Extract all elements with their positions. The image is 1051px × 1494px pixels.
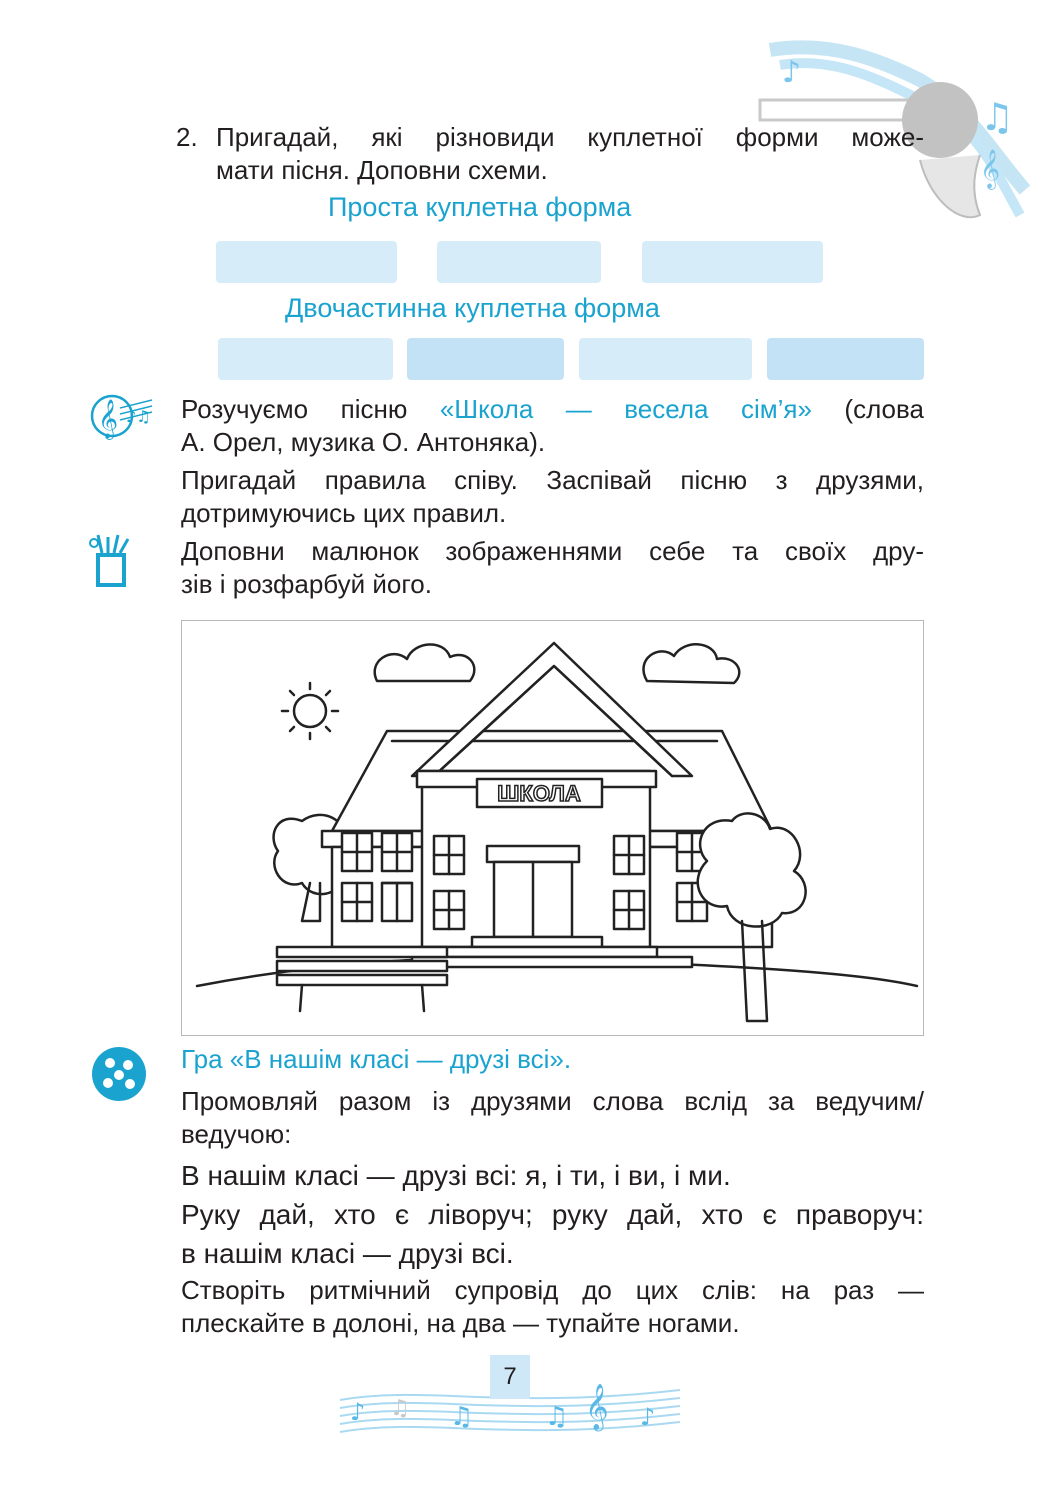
school-illustration[interactable] [181, 620, 924, 1036]
song-credits-start: (слова [811, 394, 924, 424]
rhythm-line: Створіть ритмічний супровід до цих слів: на раз — [181, 1275, 924, 1305]
task-line: Пригадай, які різновиди куплетної форми може- [216, 122, 924, 152]
svg-text:♫: ♫ [980, 95, 1015, 139]
svg-text:♫: ♫ [390, 1396, 410, 1421]
two-part-form-title: Двочастинна куплетна форма [285, 293, 660, 323]
svg-text:♪: ♪ [640, 1403, 656, 1431]
song-title: «Школа — весела сім’я» [439, 394, 812, 424]
svg-text:𝄞: 𝄞 [980, 149, 1001, 189]
rhythm-paragraph [181, 1274, 924, 1340]
drawing-line: зів і розфарбуй його. [181, 569, 432, 599]
art-supplies-icon [88, 533, 134, 589]
two-part-scheme-box[interactable] [767, 338, 924, 380]
two-part-scheme-box[interactable] [218, 338, 393, 380]
svg-text:𝄞: 𝄞 [585, 1384, 609, 1430]
task-text [216, 121, 924, 187]
simple-form-title: Проста куплетна форма [328, 192, 632, 222]
two-part-scheme-box[interactable] [579, 338, 752, 380]
instruction-line: Промовляй разом із друзями слова вслід за ведучим/ [181, 1086, 924, 1116]
school-sign: ШКОЛА [497, 781, 581, 806]
rules-line: Пригадай правила співу. Заспівай пісню з друзями, [181, 465, 924, 495]
game-title: Гра «В нашім класі — друзі всі». [181, 1044, 572, 1074]
game-instruction [181, 1085, 924, 1151]
svg-text:♫: ♫ [545, 1402, 569, 1432]
task-line: мати пісня. Доповни схеми. [216, 155, 548, 185]
svg-text:♫: ♫ [450, 1402, 474, 1432]
game-verse [181, 1156, 924, 1273]
game-flower-icon [90, 1045, 148, 1103]
song-intro: Розучуємо пісню [181, 394, 440, 424]
svg-text:𝄞: 𝄞 [98, 399, 119, 439]
svg-text:♪: ♪ [782, 55, 802, 90]
two-part-scheme-box[interactable] [407, 338, 564, 380]
verse-line: Руку дай, хто є ліворуч; руку дай, хто є праворуч: [181, 1199, 924, 1230]
instruction-line: ведучою: [181, 1119, 292, 1149]
music-note-icon [90, 390, 154, 440]
song-credits: А. Орел, музика О. Антоняка). [181, 427, 546, 457]
simple-scheme-box[interactable] [216, 241, 397, 283]
simple-scheme-box[interactable] [437, 241, 601, 283]
school-drawing [182, 621, 922, 1034]
svg-text:♪♫: ♪♫ [126, 407, 151, 426]
verse-line: В нашім класі — друзі всі: я, і ти, і ви, і ми. [181, 1160, 731, 1191]
rhythm-line: плескайте в долоні, на два — тупайте ногами. [181, 1308, 740, 1338]
task-number: 2. [176, 122, 198, 152]
verse-line: в нашім класі — друзі всі. [181, 1238, 514, 1269]
song-paragraph [181, 393, 924, 459]
svg-text:♪: ♪ [350, 1398, 366, 1426]
page-number: 7 [490, 1355, 530, 1399]
singing-rules-paragraph [181, 464, 924, 530]
drawing-line: Доповни малюнок зображеннями себе та своїх дру- [181, 536, 924, 566]
drawing-paragraph [181, 535, 924, 601]
simple-scheme-box[interactable] [642, 241, 823, 283]
rules-line: дотримуючись цих правил. [181, 498, 507, 528]
